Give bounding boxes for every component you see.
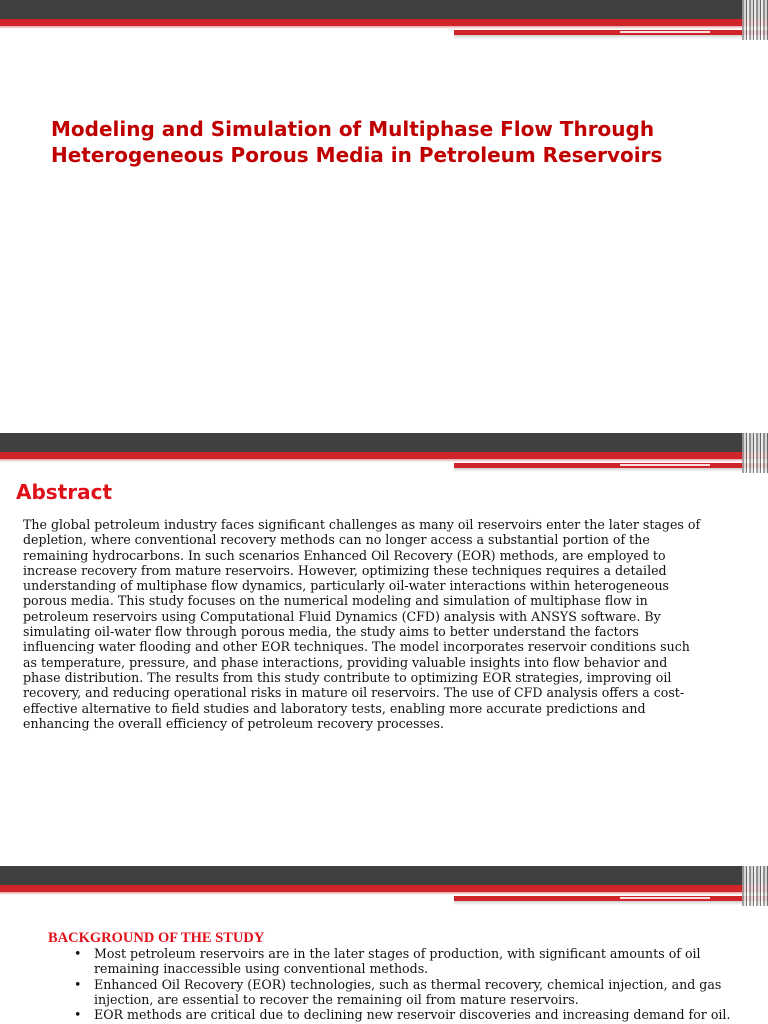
abstract-slide <box>0 433 768 866</box>
header-band <box>0 0 768 40</box>
band-edge-stripes <box>742 433 768 473</box>
band-highlight <box>620 897 710 899</box>
header-band <box>0 433 768 473</box>
band-accent-shadow <box>454 35 768 39</box>
bullet-text: Most petroleum reservoirs are in the later stages of production, with significant amounts of oil remaining inaccessible using conventional methods. <box>94 946 701 977</box>
band-dark-stripe <box>0 866 768 885</box>
band-highlight <box>620 31 710 33</box>
presentation-title: Modeling and Simulation of Multiphase Flow Through Heterogeneous Porous Media in Petroleum Reservoirs <box>51 117 663 167</box>
band-edge-stripes <box>742 0 768 40</box>
band-shadow <box>0 892 768 895</box>
bullet-icon: • <box>74 946 82 961</box>
band-edge-stripes <box>742 866 768 906</box>
band-dark-stripe <box>0 433 768 452</box>
bullet-icon: • <box>74 1007 82 1023</box>
bullet-icon: • <box>74 976 82 992</box>
band-shadow <box>0 26 768 29</box>
band-dark-stripe <box>0 0 768 19</box>
band-red-stripe <box>0 452 768 459</box>
list-item <box>74 1007 754 1022</box>
list-item <box>74 977 754 1008</box>
band-accent-shadow <box>454 468 768 472</box>
background-bullet-list <box>74 946 754 1022</box>
title-slide <box>0 0 768 433</box>
header-band <box>0 866 768 906</box>
band-accent-shadow <box>454 901 768 905</box>
background-heading: BACKGROUND OF THE STUDY <box>48 930 265 946</box>
band-highlight <box>620 464 710 466</box>
band-red-stripe <box>0 19 768 26</box>
list-item <box>74 946 754 977</box>
bullet-text: Enhanced Oil Recovery (EOR) technologies, such as thermal recovery, chemical injection, and gas injection, are essential to recover the remaining oil from mature reservoirs. <box>94 976 722 1007</box>
bullet-text: EOR methods are critical due to declining new reservoir discoveries and increasing demand for oil. <box>94 1007 731 1023</box>
band-red-stripe <box>0 885 768 892</box>
band-shadow <box>0 459 768 462</box>
abstract-body: The global petroleum industry faces significant challenges as many oil reservoirs enter the later stages of depletion, where conventional recovery methods can no longer access a substantial portion of the remaining hydrocarbons. In such scenarios Enhanced Oil Recovery (EOR) methods, are employed to increase recovery from mature reservoirs. However, optimizing these techniques requires a detailed understanding of multiphase flow dynamics, particularly oil-water interactions within heterogeneous porous media. This study focuses on the numerical modeling and simulation of multiphase flow in petroleum reservoirs using Computational Fluid Dynamics (CFD) analysis with ANSYS software. By simulating oil-water flow through porous media, the study aims to better understand the factors influencing water flooding and other EOR techniques. The model incorporates reservoir conditions such as temperature, pressure, and phase interactions, providing valuable insights into flow behavior and phase distribution. The results from this study contribute to optimizing EOR strategies, improving oil recovery, and reducing operational risks in mature oil reservoirs. The use of CFD analysis offers a cost-effective alternative to field studies and laboratory tests, enabling more accurate predictions and enhancing the overall efficiency of petroleum recovery processes. <box>23 517 701 731</box>
abstract-heading: Abstract <box>16 480 113 504</box>
background-slide <box>0 866 768 1024</box>
